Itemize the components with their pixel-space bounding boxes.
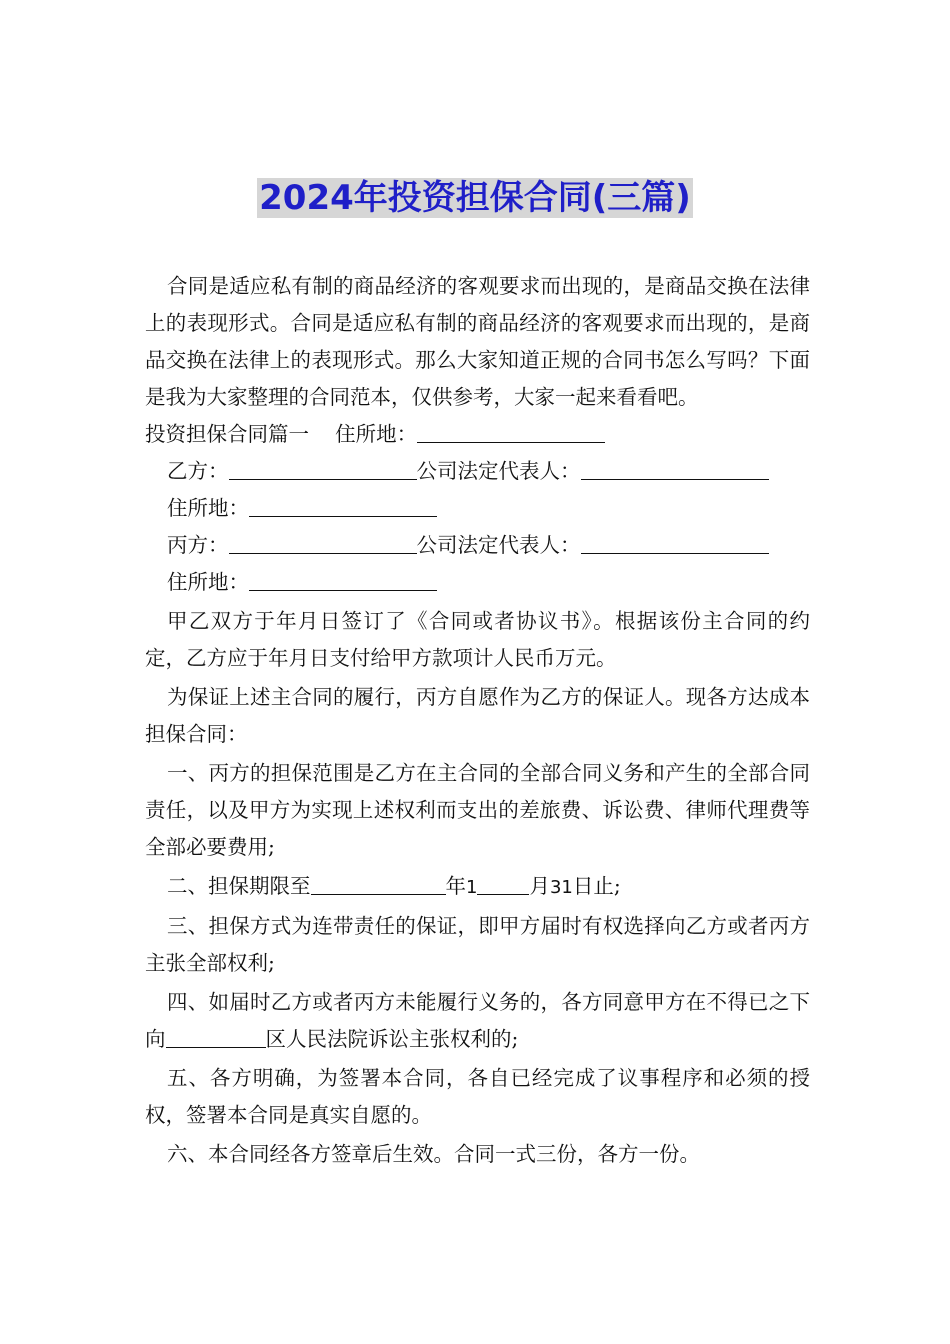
- document-title: 2024年投资担保合同(三篇): [259, 178, 691, 218]
- clause-5: 五、各方明确，为签署本合同，各自已经完成了议事程序和必须的授权，签署本合同是真实自愿的。: [145, 1066, 810, 1127]
- party-b-line: [145, 453, 810, 490]
- legal-rep-blank: [581, 461, 769, 480]
- section-heading-line: [145, 416, 810, 453]
- party-b-address-line: [145, 490, 810, 527]
- clause-6: 六、本合同经各方签章后生效。合同一式三份，各方一份。: [167, 1142, 700, 1166]
- party-c-address-line: [145, 564, 810, 601]
- address-blank: [417, 424, 605, 443]
- clause-3: 三、担保方式为连带责任的保证，即甲方届时有权选择向乙方或者丙方主张全部权利;: [145, 914, 810, 975]
- year-label: 年: [445, 874, 466, 898]
- clause-4-text: 四、如届时乙方或者丙方未能履行义务的，各方同意甲方在不得已之下向: [145, 990, 810, 1051]
- clause-4: [145, 984, 810, 1058]
- address-label: 住所地：: [167, 570, 249, 594]
- section-heading: 投资担保合同篇一: [145, 422, 309, 446]
- title-area: [0, 178, 950, 218]
- clause-2: [145, 868, 810, 906]
- day-value: 31: [549, 877, 573, 898]
- document-body: [145, 268, 810, 1173]
- address-blank: [249, 572, 437, 591]
- party-c-line: [145, 527, 810, 564]
- guarantee-purpose-paragraph: 为保证上述主合同的履行，丙方自愿作为乙方的保证人。现各方达成本担保合同：: [145, 685, 810, 746]
- party-c-blank: [229, 535, 417, 554]
- clause-1: 一、丙方的担保范围是乙方在主合同的全部合同义务和产生的全部合同责任，以及甲方为实现上述权利而支出的差旅费、诉讼费、律师代理费等全部必要费用;: [145, 761, 810, 859]
- intro-paragraph: 合同是适应私有制的商品经济的客观要求而出现的，是商品交换在法律上的表现形式。合同是适应私有制的商品经济的客观要求而出现的，是商品交换在法律上的表现形式。那么大家知道正规的合同书怎么写吗？下面是我为大家整理的合同范本，仅供参考，大家一起来看看吧。: [145, 274, 810, 409]
- clause-2-text: 二、担保期限至: [167, 874, 311, 898]
- court-blank: [166, 1029, 266, 1048]
- main-contract-paragraph: 甲乙双方于年月日签订了《合同或者协议书》。根据该份主合同的约定，乙方应于年月日支付给甲方款项计人民币万元。: [145, 609, 810, 670]
- day-label: 日止;: [572, 874, 621, 898]
- address-blank: [249, 498, 437, 517]
- clause-4-tail: 区人民法院诉讼主张权利的;: [265, 1027, 519, 1051]
- address-label: 住所地：: [335, 422, 418, 446]
- legal-rep-label: 公司法定代表人：: [416, 459, 581, 483]
- party-c-label: 丙方：: [167, 533, 229, 557]
- month-label: 月: [529, 874, 550, 898]
- year-blank: [311, 876, 446, 895]
- address-label: 住所地：: [167, 496, 249, 520]
- party-b-blank: [229, 461, 417, 480]
- month-blank: [477, 876, 529, 895]
- month-value: 1: [466, 877, 478, 898]
- legal-rep-blank: [581, 535, 769, 554]
- party-b-label: 乙方：: [167, 459, 229, 483]
- legal-rep-label: 公司法定代表人：: [416, 533, 581, 557]
